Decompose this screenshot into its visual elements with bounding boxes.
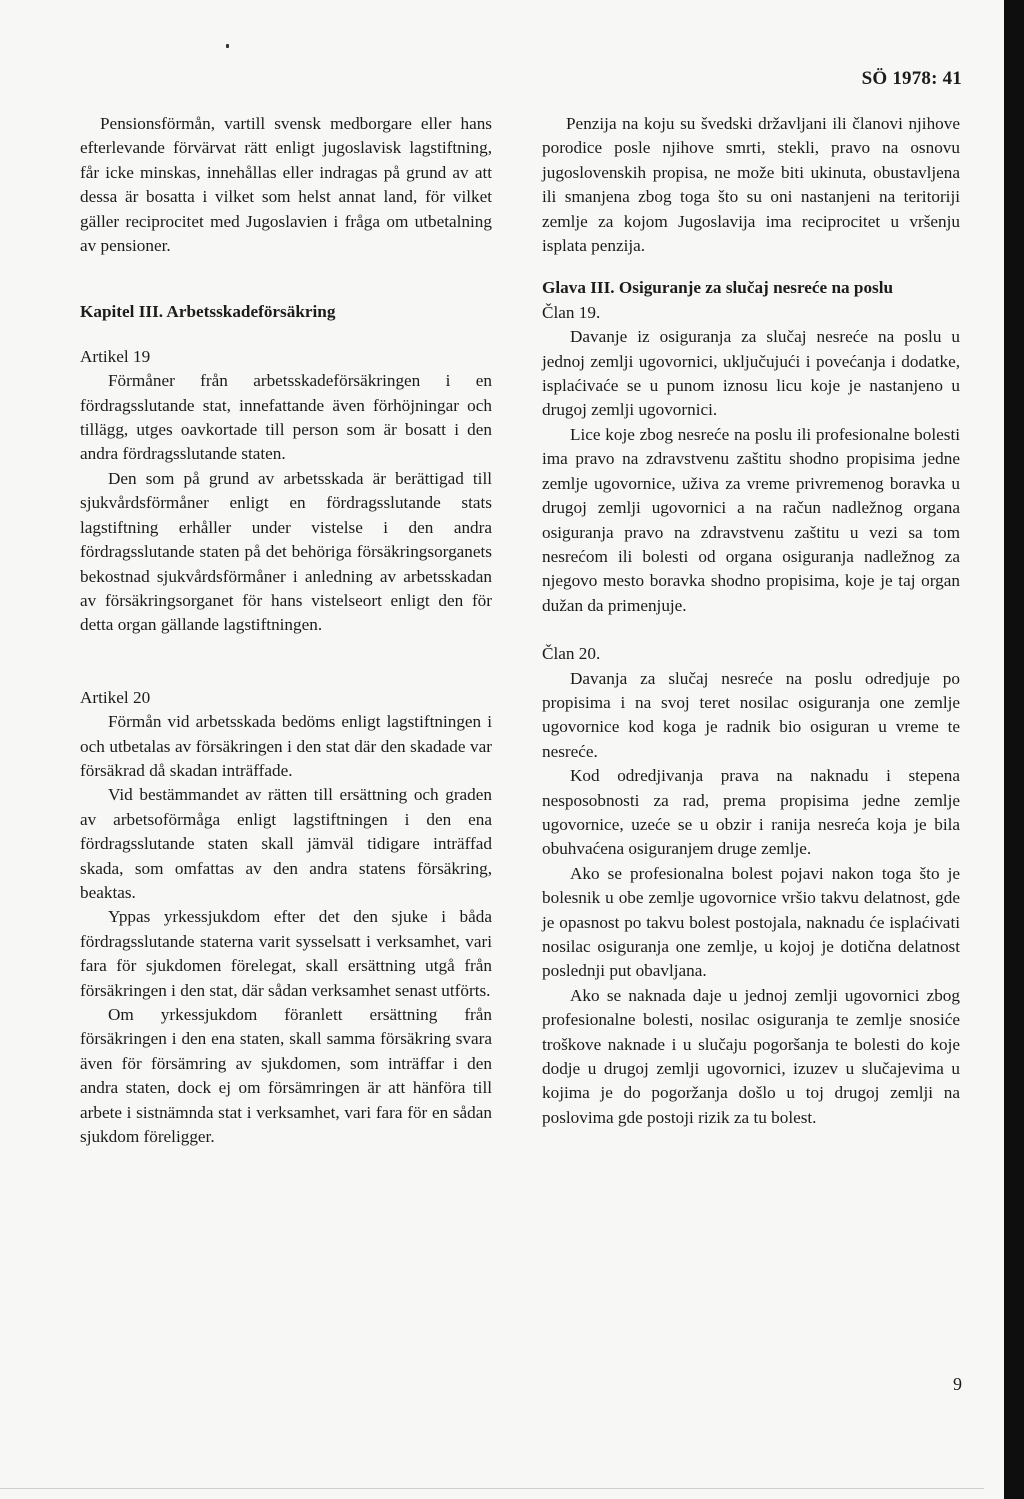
serbocroatian-article-20-paragraph-1: Davanja za slučaj nesreće na poslu odredjuje po propisima i na svoj teret nosilac osiguranja one zemlje ugovornice kod koga je radnik bio osiguran u vreme te nesreće. [542, 668, 960, 761]
swedish-intro-paragraph: Pensionsförmån, vartill svensk medborgare eller hans efterlevande förvärvat rätt enligt jugoslavisk lagstiftning, får icke minskas, innehållas eller indragas på grund av att dessa är bosatta i vilket som helst annat land, för vilket gäller reciprocitet med Jugoslavien i fråga om utbetalning av pensioner. [80, 114, 492, 256]
swedish-column [80, 112, 492, 1149]
serbocroatian-chapter-title: Glava III. Osiguranje za slučaj nesreće na poslu [542, 278, 894, 298]
scan-edge-border [1004, 0, 1024, 1499]
serbocroatian-article-19-paragraph-2: Lice koje zbog nesreće na poslu ili profesionalne bolesti ima pravo na zdravstvenu zaštitu shodno propisima jedne zemlje ugovornice, uživa za vreme privremenog boravka u drugoj zemlji ugovornici a na račun nadležnog organa osiguranja pravo na zdravstvenu zaštitu u vezi sa tom nesrećom ili bolesti od organa osiguranja nadležnog za njegovo mesto boravka shodno propisima, koje je taj organ dužan da primenjuje. [542, 424, 960, 615]
swedish-article-20-heading: Artikel 20 [80, 687, 151, 707]
serbocroatian-article-20-heading: Član 20. [542, 644, 601, 664]
swedish-article-19-heading: Artikel 19 [80, 346, 151, 366]
bottom-scan-rule [0, 1488, 984, 1489]
swedish-article-20-paragraph-3: Yppas yrkessjukdom efter det den sjuke i båda fördragsslutande staterna varit sysselsatt i verksamhet, vari fara för sjukdomen förelegat, skall ersättning utgå från försäkringen i den stat, där sådan verksamhet senast utförts. [80, 907, 492, 1000]
swedish-article-20-paragraph-1: Förmån vid arbetsskada bedöms enligt lagstiftningen i och utbetalas av försäkringen i den stat där den skadade var försäkrad då skadan inträffade. [80, 712, 492, 780]
serbocroatian-article-20-paragraph-2: Kod odredjivanja prava na naknadu i stepena nesposobnosti za rad, prema propisima jedne zemlje ugovornice, uzeće se u obzir i ranija nesreća koja je bila obuhvaćena osiguranjem druge zemlje. [542, 766, 960, 859]
swedish-chapter-title: Kapitel III. Arbetsskadeförsäkring [80, 302, 336, 322]
swedish-article-20-paragraph-4: Om yrkessjukdom föranlett ersättning från försäkringen i den ena staten, skall samma försäkring svara även för försämring av sjukdomen, som inträffar i den andra staten, dock ej om försämringen är att hänföra till arbete i sistnämnda stat i verksamhet, vari fara för en sådan sjukdom föreligger. [80, 1005, 492, 1147]
page-number: 9 [953, 1374, 962, 1394]
serbocroatian-column [542, 112, 960, 1130]
serbocroatian-article-20-paragraph-3: Ako se profesionalna bolest pojavi nakon toga što je bolesnik u obe zemlje ugovornice vršio takvu delatnost, gde je opasnost po takvu bolest postojala, naknadu će isplaćivati nosilac osiguranja one zemlje, u kojoj je dotična delatnost poslednji put obavljana. [542, 863, 960, 981]
document-reference: SÖ 1978: 41 [861, 68, 962, 89]
serbocroatian-article-19-heading: Član 19. [542, 302, 601, 322]
serbocroatian-article-20-paragraph-4: Ako se naknada daje u jednoj zemlji ugovornici zbog profesionalne bolesti, nosilac osiguranja te zemlje snosiće troškove naknade i u slučaju pogoršanja te bolesti do koje dodje u drugoj zemlji ugovornici, izuzev u slučajevima u kojima je do pogoržanja došlo u toj drugoj zemlji na poslovima gde postoji rizik za tu bolest. [542, 985, 960, 1127]
swedish-article-19-paragraph-2: Den som på grund av arbetsskada är berättigad till sjukvårdsförmåner enligt en fördragsslutande stats lagstiftning erhåller under vistelse i den andra fördragsslutande staten på det behöriga försäkringsorganets bekostnad sjukvårdsförmåner i anledning av arbetsskadan av försäkringsorganet för hans vistelseort enligt den för detta organ gällande lagstiftningen. [80, 468, 492, 635]
swedish-article-19-paragraph-1: Förmåner från arbetsskadeförsäkringen i en fördragsslutande stat, innefattande även förhöjningar och tillägg, utges oavkortade till person som är bosatt i den andra fördragsslutande staten. [80, 371, 492, 464]
swedish-article-20-paragraph-2: Vid bestämmandet av rätten till ersättning och graden av arbetsoförmåga enligt lagstiftningen i den ena fördragsslutande staten skall jämväl tidigare inträffad skada, som omfattas av den andra statens försäkring, beaktas. [80, 785, 492, 902]
speck-mark [226, 44, 229, 48]
serbocroatian-intro-paragraph: Penzija na koju su švedski državljani ili članovi njihove porodice posle njihove smrti, stekli, pravo na osnovu jugoslovenskih propisa, ne može biti ukinuta, obustavljena ili smanjena zbog toga što su oni nastanjeni na teritoriji zemlje za kojom Jugoslavija ima reciprocitet u vršenju isplata penzija. [542, 114, 960, 256]
serbocroatian-article-19-paragraph-1: Davanje iz osiguranja za slučaj nesreće na poslu u jednoj zemlji ugovornici, uključujući i povećanja i dodatke, isplaćivaće se u punom iznosu licu koje je nastanjeno u drugoj zemlji ugovornici. [542, 327, 960, 420]
